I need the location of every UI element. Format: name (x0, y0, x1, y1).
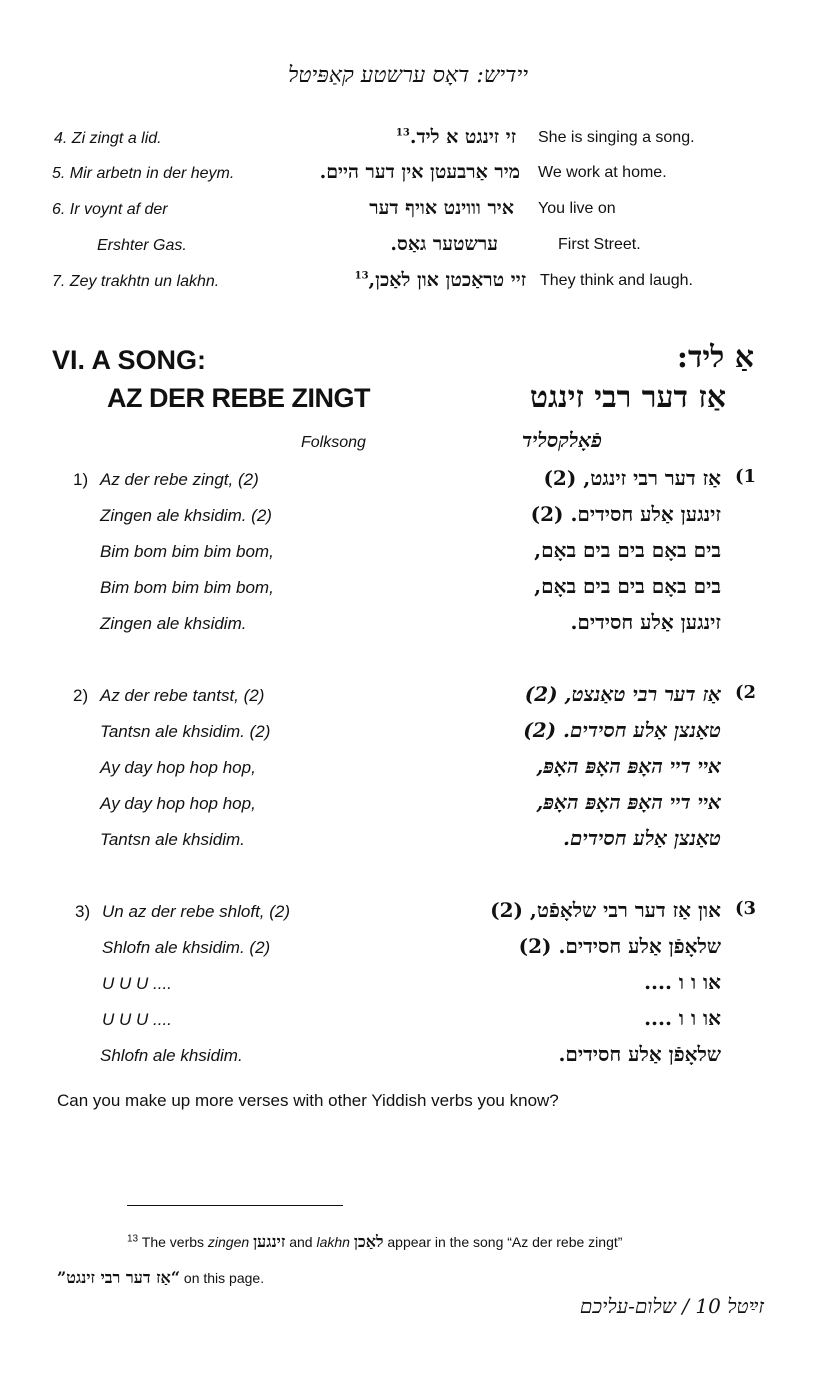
page-header-title: יידיש: דאָס ערשטע קאַפּיטל (287, 63, 529, 88)
example-translit: 5. Mir arbetn in der heym. (52, 165, 235, 182)
example-english: They think and laugh. (540, 272, 693, 289)
footnote-ref: 13 (354, 270, 369, 282)
verse-line: Shlofn ale khsidim. (2) (102, 938, 271, 957)
verse-heb-line: או ו ו .... (644, 970, 721, 994)
footnote-ref: 13 (395, 127, 410, 139)
verse-number: 3) (75, 902, 91, 921)
verse-heb-line: בים באָם בים בים באָם, (534, 574, 721, 598)
example-yiddish: מיר אַרבעטן אין דער היים. (319, 161, 520, 183)
verse-heb-line: טאַנצן אַלע חסידים. (2) (523, 718, 721, 742)
verse-heb-number: 2) (734, 682, 756, 703)
example-english: First Street. (558, 236, 641, 253)
verse-heb-line: או ו ו .... (644, 1006, 721, 1030)
verse-heb-line: און אַז דער רבי שלאָפֿט, (2) (490, 898, 721, 922)
example-translit: 4. Zi zingt a lid. (54, 130, 162, 147)
verse-heb-line: בים באָם בים בים באָם, (534, 538, 721, 562)
verse-line: Un az der rebe shloft, (2) (102, 902, 291, 921)
verse-heb-line: איי דיי האָפּ האָפּ האָפּ, (536, 754, 721, 778)
page-footer: זײַטל 10 / שלום-עליכם (579, 1294, 764, 1318)
example-yiddish: זיי טראַכטן און לאַכן,$^{13}$ (354, 269, 526, 291)
verse-line: Ay day hop hop hop, (100, 794, 256, 813)
section-label: VI. A SONG: (52, 345, 207, 375)
folksong-heb-label: פֿאָלקסליד (521, 428, 602, 452)
example-translit: Ershter Gas. (97, 237, 187, 254)
example-translit: 6. Ir voynt af der (52, 201, 168, 218)
verse-line: U U U .... (102, 974, 172, 993)
verse-line: Ay day hop hop hop, (100, 758, 256, 777)
verse-line: Zingen ale khsidim. (2) (100, 506, 272, 525)
example-yiddish: ערשטער גאַס. (390, 233, 498, 255)
song-title: AZ DER REBE ZINGT (107, 383, 371, 413)
verse-heb-line: זינגען אַלע חסידים. (570, 610, 721, 634)
verse-heb-line: זינגען אַלע חסידים. (2) (530, 502, 721, 526)
verse-line: Bim bom bim bim bom, (100, 578, 274, 597)
exercise-question: Can you make up more verses with other Yiddish verbs you know? (57, 1091, 559, 1110)
example-yiddish: זי זינגט א ליד.$^{13}$ (395, 126, 516, 148)
verse-heb-number: 1) (734, 466, 756, 487)
example-translit: 7. Zey trakhtn un lakhn. (52, 273, 220, 290)
footnote-line-2: “אַז דער רבי זינגט” on this page. (57, 1268, 265, 1287)
song-heb-title: אַז דער רבי זינגט (529, 380, 726, 415)
verse-heb-line: איי דיי האָפּ האָפּ האָפּ, (536, 790, 721, 814)
verse-line: Shlofn ale khsidim. (100, 1046, 243, 1065)
verse-heb-line: שלאָפֿן אַלע חסידים. (558, 1042, 721, 1066)
footnote-line-1: $^{13}$ The verbs zingen זינגען and lakhn לאַכן appear in the song “Az der rebe zingt” (127, 1232, 623, 1251)
song-heb-label: אַ ליד: (676, 340, 754, 375)
verse-heb-line: אַז דער רבי זינגט, (2) (543, 466, 721, 490)
example-english: You live on (538, 200, 616, 217)
verse-heb-line: שלאָפֿן אַלע חסידים. (2) (518, 934, 721, 958)
folksong-label: Folksong (301, 434, 366, 451)
verse-number: 2) (73, 686, 89, 705)
verse-line: Zingen ale khsidim. (100, 614, 247, 633)
verse-line: Tantsn ale khsidim. (2) (100, 722, 271, 741)
footnote-divider (127, 1205, 343, 1206)
verse-line: Bim bom bim bim bom, (100, 542, 274, 561)
verse-line: Az der rebe zingt, (2) (100, 470, 259, 489)
example-english: She is singing a song. (538, 129, 695, 146)
verse-line: Tantsn ale khsidim. (100, 830, 245, 849)
verse-line: Az der rebe tantst, (2) (100, 686, 265, 705)
verse-line: U U U .... (102, 1010, 172, 1029)
example-english: We work at home. (538, 164, 667, 181)
verse-number: 1) (73, 470, 89, 489)
verse-heb-line: טאַנצן אַלע חסידים. (563, 826, 721, 850)
verse-heb-number: 3) (734, 898, 756, 919)
example-yiddish: איר וווינט אויף דער (369, 197, 514, 219)
verse-heb-line: אַז דער רבי טאַנצט, (2) (524, 682, 721, 706)
